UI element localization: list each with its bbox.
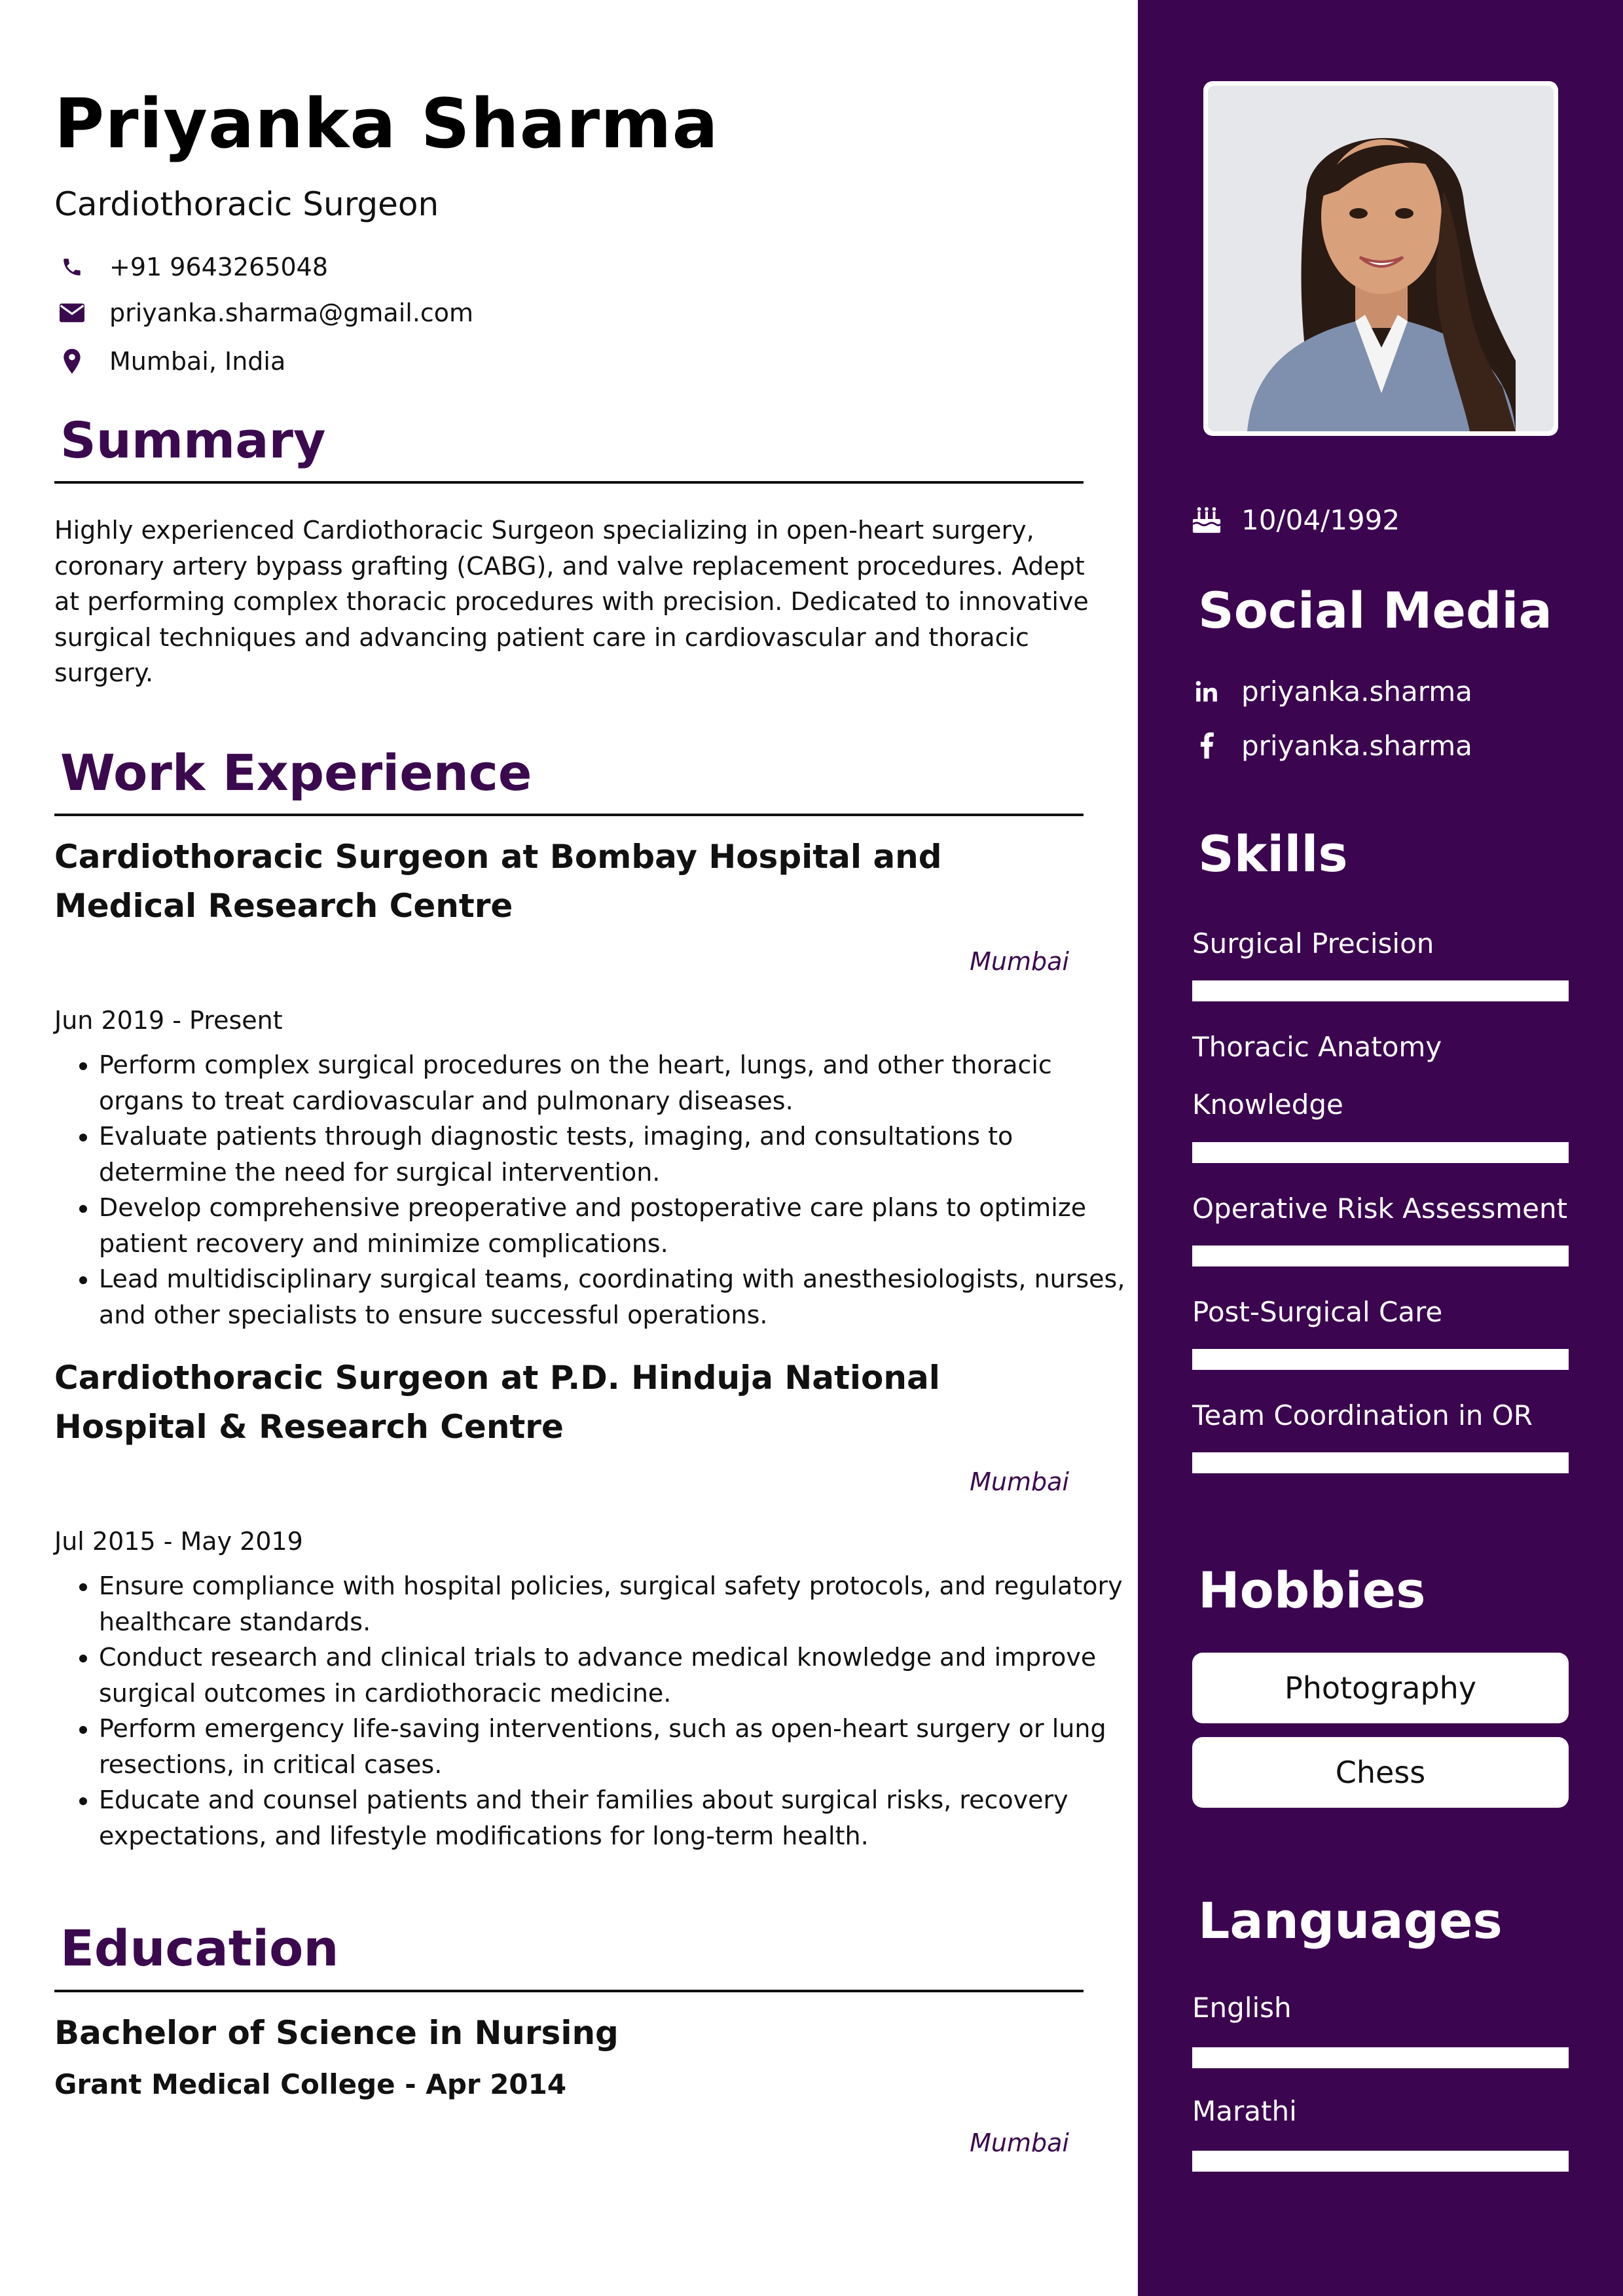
job-bullets	[54, 1047, 1140, 1333]
social-facebook[interactable]	[1190, 727, 1472, 764]
location-icon	[50, 349, 94, 374]
social-linkedin[interactable]	[1190, 673, 1472, 709]
experience-heading: Work Experience	[60, 744, 532, 802]
job-bullet: • Perform emergency life-saving interventions, such as open-heart surgery or lung resections, in critical cases.	[99, 1711, 1140, 1782]
skill-bar	[1192, 980, 1569, 1001]
sidebar	[1138, 0, 1623, 2296]
job-bullet: • Educate and counsel patients and their families about surgical risks, recovery expectations, and lifestyle modifications for long-term health.	[99, 1782, 1140, 1854]
contact-location	[54, 343, 285, 380]
job-title: Cardiothoracic Surgeon at Bombay Hospital and Medical Research Centre	[54, 838, 942, 925]
skill-bar-fill	[1192, 980, 1569, 1001]
hobbies-heading: Hobbies	[1198, 1561, 1426, 1619]
skills-heading: Skills	[1198, 825, 1348, 883]
contact-email	[54, 295, 473, 331]
hobby-chip: Photography	[1192, 1653, 1569, 1723]
skill-label: Operative Risk Assessment	[1192, 1193, 1568, 1225]
job-location: Mumbai	[970, 947, 1069, 976]
facebook-icon	[1190, 732, 1223, 759]
skill-label: Post-Surgical Care	[1192, 1296, 1443, 1328]
education-location: Mumbai	[970, 2128, 1069, 2157]
language-bar-fill	[1192, 2047, 1569, 2068]
education-school: Grant Medical College - Apr 2014	[54, 2068, 567, 2100]
language-bar-fill	[1192, 2151, 1569, 2172]
education-degree: Bachelor of Science in Nursing	[54, 2014, 619, 2052]
job-bullets	[54, 1568, 1140, 1854]
job-bullet: • Lead multidisciplinary surgical teams, coordinating with anesthesiologists, nurses, and other specialists to ensure successful operations.	[99, 1261, 1140, 1333]
skill-bar-fill	[1192, 1142, 1569, 1163]
job-bullet: • Perform complex surgical procedures on the heart, lungs, and other thoracic organs to treat cardiovascular and pulmonary diseases.	[99, 1047, 1140, 1119]
job-bullet: • Evaluate patients through diagnostic tests, imaging, and consultations to determine the need for surgical intervention.	[99, 1119, 1140, 1190]
birthdate-row	[1190, 501, 1400, 538]
education-heading: Education	[60, 1919, 339, 1977]
skill-bar-fill	[1192, 1349, 1569, 1370]
skill-label: Surgical Precision	[1192, 927, 1434, 960]
education-divider	[54, 1990, 1084, 1992]
job-bullet: • Conduct research and clinical trials to advance medical knowledge and improve surgical outcomes in cardiothoracic medicine.	[99, 1640, 1140, 1711]
summary-text: Highly experienced Cardiothoracic Surgeon specializing in open-heart surgery, coronary artery bypass grafting (CABG), and valve replacement procedures. Adept at performing complex thoracic procedures with precision. Dedicated to innovative surgical techniques and advancing patient care in cardiovascular and thoracic surgery.	[54, 516, 1089, 687]
skill-bar	[1192, 1142, 1569, 1163]
summary-heading: Summary	[60, 411, 326, 469]
job-dates: Jul 2015 - May 2019	[54, 1527, 303, 1556]
language-label: English	[1192, 1992, 1292, 2024]
candidate-name: Priyanka Sharma	[54, 84, 719, 164]
job-title: Cardiothoracic Surgeon at P.D. Hinduja National Hospital & Research Centre	[54, 1359, 940, 1446]
contact-phone	[54, 249, 328, 285]
job-bullet: • Ensure compliance with hospital policies, surgical safety protocols, and regulatory healthcare standards.	[99, 1568, 1140, 1640]
skill-label: Team Coordination in OR	[1192, 1399, 1533, 1431]
birthday-cake-icon	[1190, 505, 1223, 534]
experience-divider	[54, 814, 1084, 816]
birthdate-text: 10/04/1992	[1241, 503, 1400, 536]
profile-photo-image	[1208, 86, 1554, 431]
hobby-chip: Chess	[1192, 1737, 1569, 1808]
contact-phone-text: +91 9643265048	[109, 253, 329, 281]
job-dates: Jun 2019 - Present	[54, 1006, 283, 1035]
facebook-handle: priyanka.sharma	[1241, 729, 1472, 762]
languages-heading: Languages	[1198, 1892, 1503, 1950]
linkedin-handle: priyanka.sharma	[1241, 675, 1472, 708]
skill-bar-fill	[1192, 1246, 1569, 1266]
candidate-title: Cardiothoracic Surgeon	[54, 185, 439, 223]
job-location: Mumbai	[970, 1467, 1069, 1496]
language-bar	[1192, 2151, 1569, 2172]
skill-label: Thoracic Anatomy Knowledge	[1192, 1031, 1442, 1121]
email-icon	[50, 303, 94, 323]
contact-email-text: priyanka.sharma@gmail.com	[109, 298, 474, 327]
skill-bar	[1192, 1246, 1569, 1266]
summary-divider	[54, 481, 1084, 484]
skill-bar-fill	[1192, 1452, 1569, 1473]
language-bar	[1192, 2047, 1569, 2068]
linkedin-icon	[1190, 679, 1223, 704]
skill-bar	[1192, 1349, 1569, 1370]
job-bullet: • Develop comprehensive preoperative and postoperative care plans to optimize patient recovery and minimize complications.	[99, 1190, 1140, 1261]
phone-icon	[50, 256, 94, 278]
skill-bar	[1192, 1452, 1569, 1473]
contact-location-text: Mumbai, India	[109, 347, 286, 376]
social-heading: Social Media	[1198, 581, 1552, 639]
profile-photo	[1203, 81, 1558, 436]
language-label: Marathi	[1192, 2095, 1297, 2127]
